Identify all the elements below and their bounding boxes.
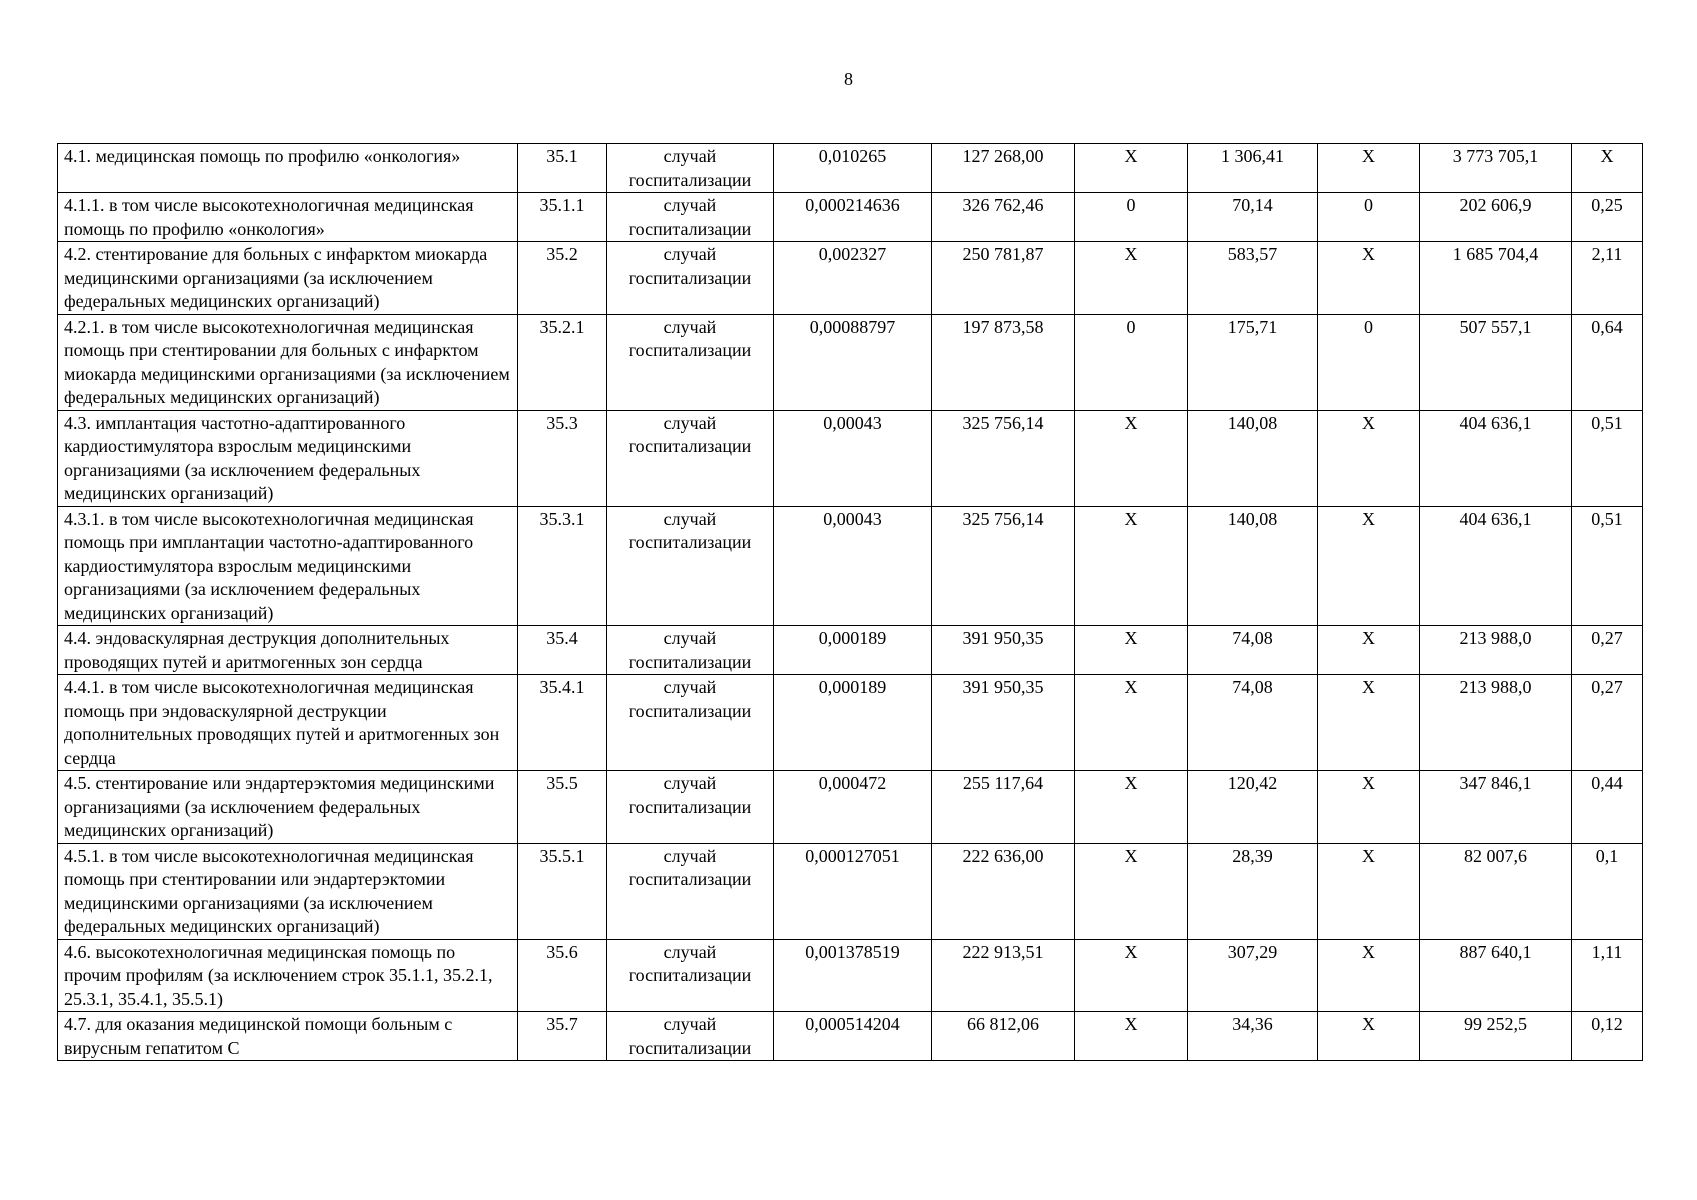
row-code-cell: 35.3.1 xyxy=(518,506,607,626)
row-col8-cell: X xyxy=(1318,506,1420,626)
row-col6-cell: X xyxy=(1075,675,1188,771)
row-cost-cell: 391 950,35 xyxy=(932,626,1075,675)
row-col9-cell: 213 988,0 xyxy=(1420,675,1572,771)
row-unit-cell: случай госпитализации xyxy=(607,144,774,193)
row-unit-cell: случай госпитализации xyxy=(607,675,774,771)
row-col10-cell: 0,1 xyxy=(1572,843,1643,939)
row-unit-cell: случай госпитализации xyxy=(607,1012,774,1061)
row-col10-cell: 0,27 xyxy=(1572,675,1643,771)
row-unit-cell: случай госпитализации xyxy=(607,939,774,1012)
row-col10-cell: X xyxy=(1572,144,1643,193)
row-code-cell: 35.2 xyxy=(518,242,607,315)
row-col10-cell: 0,51 xyxy=(1572,506,1643,626)
row-col8-cell: X xyxy=(1318,1012,1420,1061)
table-body xyxy=(58,144,1643,1061)
row-unit-cell: случай госпитализации xyxy=(607,242,774,315)
row-norm-cell: 0,000214636 xyxy=(774,193,932,242)
row-name-cell: 4.2.1. в том числе высокотехнологичная медицинская помощь при стентировании для больных с инфарктом миокарда медицинскими организациями (за исключением федеральных медицинских организаций) xyxy=(58,314,518,410)
row-col7-cell: 307,29 xyxy=(1188,939,1318,1012)
row-norm-cell: 0,00043 xyxy=(774,410,932,506)
row-norm-cell: 0,000189 xyxy=(774,626,932,675)
row-cost-cell: 222 913,51 xyxy=(932,939,1075,1012)
row-cost-cell: 250 781,87 xyxy=(932,242,1075,315)
row-cost-cell: 325 756,14 xyxy=(932,506,1075,626)
row-norm-cell: 0,002327 xyxy=(774,242,932,315)
row-col9-cell: 887 640,1 xyxy=(1420,939,1572,1012)
row-norm-cell: 0,001378519 xyxy=(774,939,932,1012)
row-code-cell: 35.2.1 xyxy=(518,314,607,410)
row-col9-cell: 404 636,1 xyxy=(1420,410,1572,506)
table-row xyxy=(58,242,1643,315)
row-col7-cell: 74,08 xyxy=(1188,675,1318,771)
row-name-cell: 4.4. эндоваскулярная деструкция дополнительных проводящих путей и аритмогенных зон сердца xyxy=(58,626,518,675)
row-name-cell: 4.6. высокотехнологичная медицинская помощь по прочим профилям (за исключением строк 35.1.1, 35.2.1, 25.3.1, 35.4.1, 35.5.1) xyxy=(58,939,518,1012)
row-unit-cell: случай госпитализации xyxy=(607,506,774,626)
data-table xyxy=(57,143,1643,1061)
row-unit-cell: случай госпитализации xyxy=(607,843,774,939)
row-col9-cell: 507 557,1 xyxy=(1420,314,1572,410)
row-col10-cell: 2,11 xyxy=(1572,242,1643,315)
row-cost-cell: 197 873,58 xyxy=(932,314,1075,410)
row-code-cell: 35.4 xyxy=(518,626,607,675)
table-row xyxy=(58,675,1643,771)
row-name-cell: 4.3. имплантация частотно-адаптированного кардиостимулятора взрослым медицинскими организациями (за исключением федеральных медицинских организаций) xyxy=(58,410,518,506)
row-col7-cell: 140,08 xyxy=(1188,410,1318,506)
row-cost-cell: 391 950,35 xyxy=(932,675,1075,771)
row-col10-cell: 0,27 xyxy=(1572,626,1643,675)
row-name-cell: 4.1.1. в том числе высокотехнологичная медицинская помощь по профилю «онкология» xyxy=(58,193,518,242)
row-code-cell: 35.1.1 xyxy=(518,193,607,242)
row-col7-cell: 120,42 xyxy=(1188,771,1318,844)
row-col8-cell: X xyxy=(1318,626,1420,675)
row-col6-cell: X xyxy=(1075,939,1188,1012)
row-unit-cell: случай госпитализации xyxy=(607,193,774,242)
table-row xyxy=(58,144,1643,193)
row-col9-cell: 3 773 705,1 xyxy=(1420,144,1572,193)
row-name-cell: 4.5. стентирование или эндартерэктомия медицинскими организациями (за исключением федеральных медицинских организаций) xyxy=(58,771,518,844)
row-cost-cell: 222 636,00 xyxy=(932,843,1075,939)
row-col6-cell: X xyxy=(1075,771,1188,844)
row-norm-cell: 0,000472 xyxy=(774,771,932,844)
row-norm-cell: 0,000127051 xyxy=(774,843,932,939)
row-col6-cell: 0 xyxy=(1075,314,1188,410)
row-code-cell: 35.1 xyxy=(518,144,607,193)
row-unit-cell: случай госпитализации xyxy=(607,314,774,410)
row-col9-cell: 82 007,6 xyxy=(1420,843,1572,939)
row-name-cell: 4.7. для оказания медицинской помощи больным с вирусным гепатитом С xyxy=(58,1012,518,1061)
row-col8-cell: X xyxy=(1318,939,1420,1012)
table-row xyxy=(58,843,1643,939)
row-unit-cell: случай госпитализации xyxy=(607,626,774,675)
row-name-cell: 4.4.1. в том числе высокотехнологичная медицинская помощь при эндоваскулярной деструкции дополнительных проводящих путей и аритмогенных зон сердца xyxy=(58,675,518,771)
row-col7-cell: 74,08 xyxy=(1188,626,1318,675)
row-unit-cell: случай госпитализации xyxy=(607,771,774,844)
row-col9-cell: 404 636,1 xyxy=(1420,506,1572,626)
table-row xyxy=(58,506,1643,626)
row-cost-cell: 326 762,46 xyxy=(932,193,1075,242)
row-col8-cell: X xyxy=(1318,675,1420,771)
row-col8-cell: 0 xyxy=(1318,314,1420,410)
row-col9-cell: 213 988,0 xyxy=(1420,626,1572,675)
row-col6-cell: 0 xyxy=(1075,193,1188,242)
row-unit-cell: случай госпитализации xyxy=(607,410,774,506)
row-col9-cell: 347 846,1 xyxy=(1420,771,1572,844)
table-row xyxy=(58,771,1643,844)
row-col7-cell: 175,71 xyxy=(1188,314,1318,410)
row-col7-cell: 140,08 xyxy=(1188,506,1318,626)
row-name-cell: 4.5.1. в том числе высокотехнологичная медицинская помощь при стентировании или эндартерэктомии медицинскими организациями (за исключением федеральных медицинских организаций) xyxy=(58,843,518,939)
row-col7-cell: 583,57 xyxy=(1188,242,1318,315)
row-col9-cell: 202 606,9 xyxy=(1420,193,1572,242)
row-col8-cell: X xyxy=(1318,771,1420,844)
table-row xyxy=(58,626,1643,675)
row-code-cell: 35.5.1 xyxy=(518,843,607,939)
table-row xyxy=(58,1012,1643,1061)
row-col8-cell: 0 xyxy=(1318,193,1420,242)
row-cost-cell: 255 117,64 xyxy=(932,771,1075,844)
row-col10-cell: 0,64 xyxy=(1572,314,1643,410)
row-col9-cell: 1 685 704,4 xyxy=(1420,242,1572,315)
table-row xyxy=(58,193,1643,242)
row-col6-cell: X xyxy=(1075,144,1188,193)
table-row xyxy=(58,314,1643,410)
row-cost-cell: 127 268,00 xyxy=(932,144,1075,193)
row-col10-cell: 0,12 xyxy=(1572,1012,1643,1061)
row-col6-cell: X xyxy=(1075,506,1188,626)
row-col6-cell: X xyxy=(1075,843,1188,939)
row-col6-cell: X xyxy=(1075,1012,1188,1061)
row-code-cell: 35.7 xyxy=(518,1012,607,1061)
row-norm-cell: 0,010265 xyxy=(774,144,932,193)
row-col10-cell: 0,51 xyxy=(1572,410,1643,506)
row-code-cell: 35.4.1 xyxy=(518,675,607,771)
row-col7-cell: 1 306,41 xyxy=(1188,144,1318,193)
row-code-cell: 35.5 xyxy=(518,771,607,844)
row-norm-cell: 0,00043 xyxy=(774,506,932,626)
row-col8-cell: X xyxy=(1318,410,1420,506)
page-number: 8 xyxy=(844,69,853,89)
row-name-cell: 4.3.1. в том числе высокотехнологичная медицинская помощь при имплантации частотно-адаптированного кардиостимулятора взрослым медицинскими организациями (за исключением федеральных медицинских организаций) xyxy=(58,506,518,626)
row-col10-cell: 0,44 xyxy=(1572,771,1643,844)
row-col9-cell: 99 252,5 xyxy=(1420,1012,1572,1061)
row-code-cell: 35.3 xyxy=(518,410,607,506)
row-code-cell: 35.6 xyxy=(518,939,607,1012)
row-col8-cell: X xyxy=(1318,242,1420,315)
row-name-cell: 4.1. медицинская помощь по профилю «онкология» xyxy=(58,144,518,193)
row-col8-cell: X xyxy=(1318,843,1420,939)
row-norm-cell: 0,00088797 xyxy=(774,314,932,410)
row-col10-cell: 1,11 xyxy=(1572,939,1643,1012)
row-col7-cell: 28,39 xyxy=(1188,843,1318,939)
table-row xyxy=(58,410,1643,506)
row-cost-cell: 325 756,14 xyxy=(932,410,1075,506)
row-col8-cell: X xyxy=(1318,144,1420,193)
row-norm-cell: 0,000514204 xyxy=(774,1012,932,1061)
row-col6-cell: X xyxy=(1075,242,1188,315)
row-name-cell: 4.2. стентирование для больных с инфарктом миокарда медицинскими организациями (за исключением федеральных медицинских организаций) xyxy=(58,242,518,315)
row-col6-cell: X xyxy=(1075,410,1188,506)
row-col7-cell: 70,14 xyxy=(1188,193,1318,242)
table-row xyxy=(58,939,1643,1012)
row-col7-cell: 34,36 xyxy=(1188,1012,1318,1061)
row-col10-cell: 0,25 xyxy=(1572,193,1643,242)
row-col6-cell: X xyxy=(1075,626,1188,675)
row-norm-cell: 0,000189 xyxy=(774,675,932,771)
row-cost-cell: 66 812,06 xyxy=(932,1012,1075,1061)
